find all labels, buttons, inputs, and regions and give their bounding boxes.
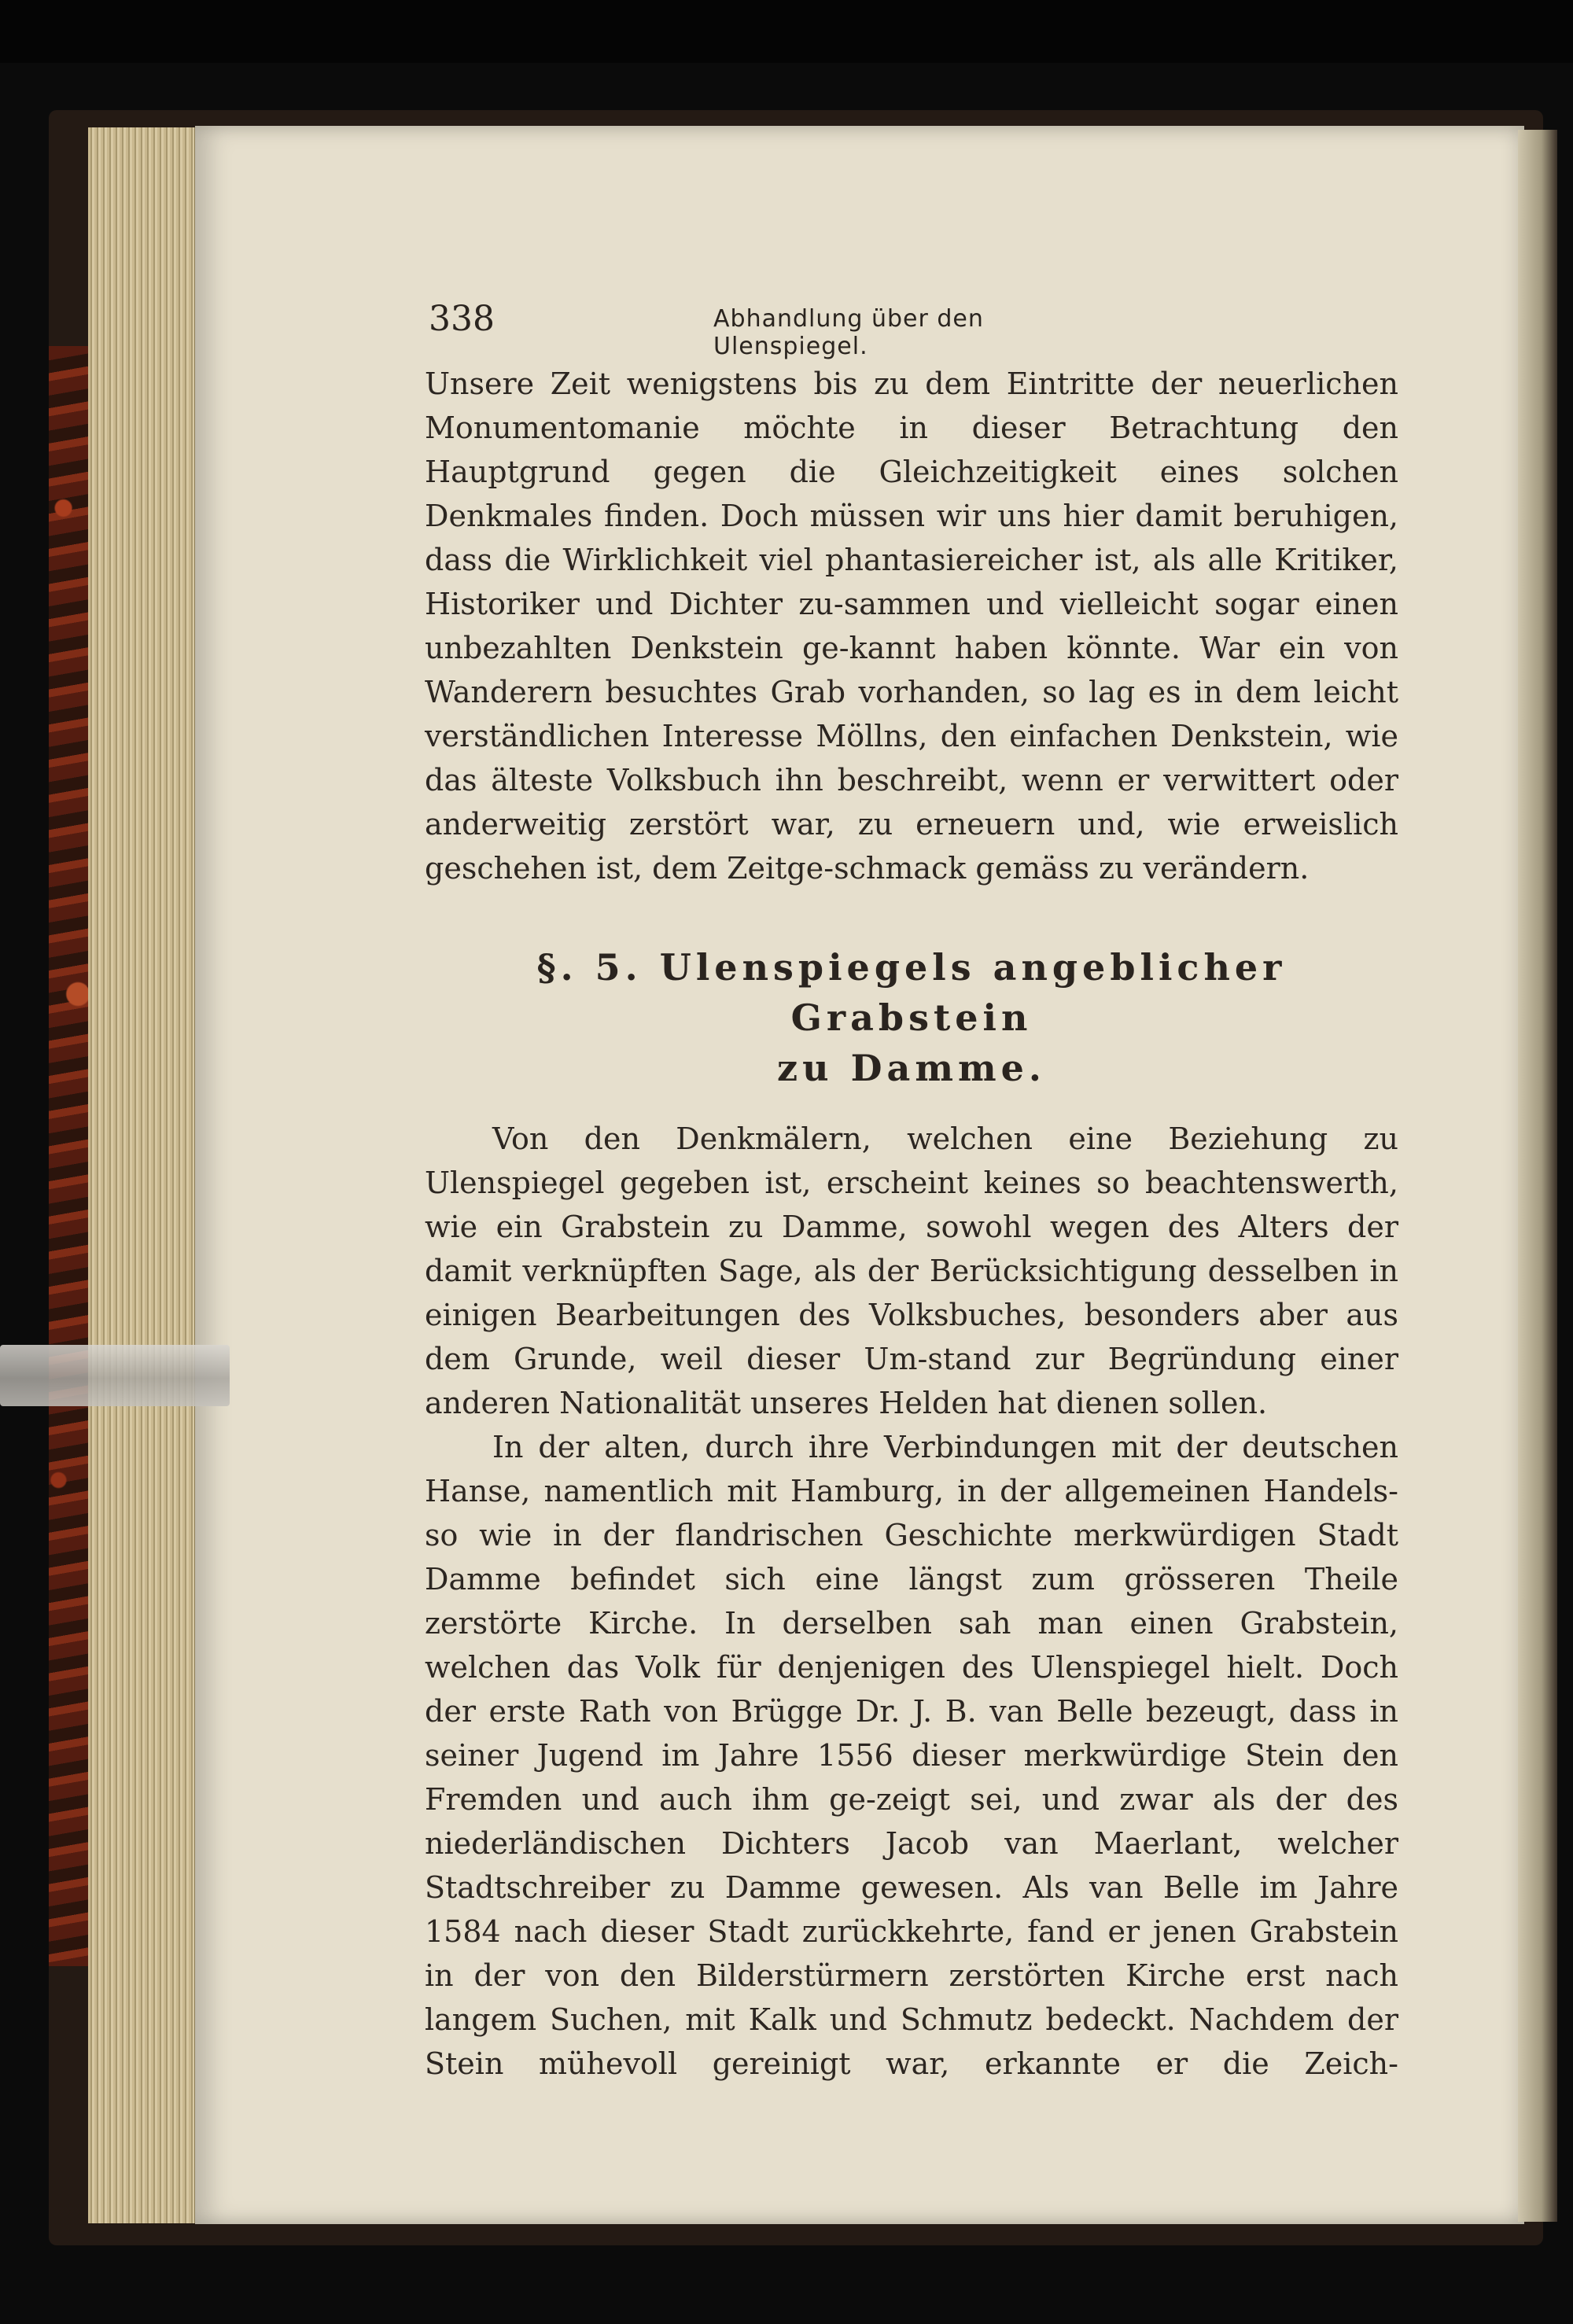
text-line: kannt haben könnte. War ein von Wanderern besuchtes Grab	[425, 631, 1398, 709]
page-number: 338	[429, 299, 495, 339]
text-line: vorhanden, so lag es in dem leicht verständlichen Interesse	[425, 675, 1398, 753]
running-head: Abhandlung über den Ulenspiegel.	[713, 305, 984, 360]
text-line: Volksbuches, besonders aber aus dem Grunde, weil dieser Um-	[425, 1298, 1398, 1376]
text-line: zeigt sei, und zwar als der des niederländischen Dichters Jacob	[425, 1782, 1398, 1861]
text-line: zu erneuern und, wie erweislich geschehen ist, dem Zeitge-	[425, 807, 1398, 886]
text-line: Von den Denkmälern, welchen eine Beziehung zu Ulenspiegel	[425, 1121, 1398, 1200]
text-line: stand zur Begründung einer anderen Nationalität unseres Helden	[425, 1342, 1398, 1420]
paragraph-2	[425, 1117, 1398, 1425]
text-line: müssen wir uns hier damit beruhigen, dass die Wirklichkeit viel	[425, 499, 1398, 577]
paragraph-1	[425, 362, 1398, 890]
page-header	[429, 299, 1113, 360]
text-line: beschreibt, wenn er verwittert oder anderweitig zerstört war,	[425, 763, 1398, 842]
text-line: Unsere Zeit wenigstens bis zu dem Eintritte der neuerlichen	[425, 366, 1398, 401]
text-line: phantasiereicher ist, als alle Kritiker, Historiker und Dichter zu-	[425, 543, 1398, 621]
body-text	[425, 362, 1398, 2086]
section-heading	[425, 942, 1398, 1093]
text-line: so wie in der flandrischen Geschichte merkwürdigen Stadt Damme	[425, 1518, 1398, 1597]
text-line: Nachdem der Stein mühevoll gereinigt war, erkannte er die Zeich-	[425, 2002, 1398, 2081]
text-line: In der alten, durch ihre Verbindungen mit der deutschen	[492, 1430, 1398, 1464]
text-line: sammen und vielleicht sogar einen unbezahlten Denkstein ge-	[425, 587, 1398, 665]
text-line: Möllns, den einfachen Denkstein, wie das älteste Volksbuch ihn	[425, 719, 1398, 797]
text-line: In derselben sah man einen Grabstein, welchen das Volk für	[425, 1606, 1398, 1685]
section-heading-line-1: §. 5. Ulenspiegels angeblicher Grabstein	[536, 946, 1287, 1039]
section-heading-line-2: zu Damme.	[777, 1047, 1046, 1089]
text-line: gegeben ist, erscheint keines so beachtenswerth, wie ein Grabstein	[425, 1166, 1398, 1244]
page-edges	[88, 127, 196, 2223]
text-line: 1556 dieser merkwürdige Stein den Fremden und auch ihm ge-	[425, 1738, 1398, 1817]
text-line: zu Damme, sowohl wegen des Alters der damit verknüpften Sage,	[425, 1210, 1398, 1288]
text-line: Dr. J. B. van Belle bezeugt, dass in seiner Jugend im Jahre	[425, 1694, 1398, 1773]
page-gutter-right	[1518, 130, 1557, 2222]
text-line: Monumentomanie möchte in dieser Betrachtung den Hauptgrund	[425, 411, 1398, 489]
text-line: als der Berücksichtigung desselben in einigen Bearbeitungen des	[425, 1254, 1398, 1332]
text-line: denjenigen des Ulenspiegel hielt. Doch der erste Rath von Brügge	[425, 1650, 1398, 1729]
text-line: Hanse, namentlich mit Hamburg, in der allgemeinen Handels-	[425, 1474, 1398, 1508]
text-line: van Maerlant, welcher Stadtschreiber zu Damme gewesen. Als	[425, 1826, 1399, 1905]
text-line: Kirche erst nach langem Suchen, mit Kalk und Schmutz bedeckt.	[425, 1958, 1398, 2037]
bookmark-tab	[0, 1345, 230, 1406]
text-line: van Belle im Jahre 1584 nach dieser Stadt zurückkehrte, fand	[425, 1870, 1398, 1949]
text-line: hat dienen sollen.	[997, 1386, 1268, 1420]
text-line: befindet sich eine längst zum grösseren Theile zerstörte Kirche.	[425, 1562, 1398, 1641]
text-line: schmack gemäss zu verändern.	[834, 851, 1310, 886]
text-line: er jenen Grabstein in der von den Bilderstürmern zerstörten	[425, 1914, 1398, 1993]
text-line: gegen die Gleichzeitigkeit eines solchen Denkmales finden. Doch	[425, 455, 1398, 533]
paragraph-3	[425, 1425, 1398, 2086]
scan-top-border	[0, 0, 1573, 63]
